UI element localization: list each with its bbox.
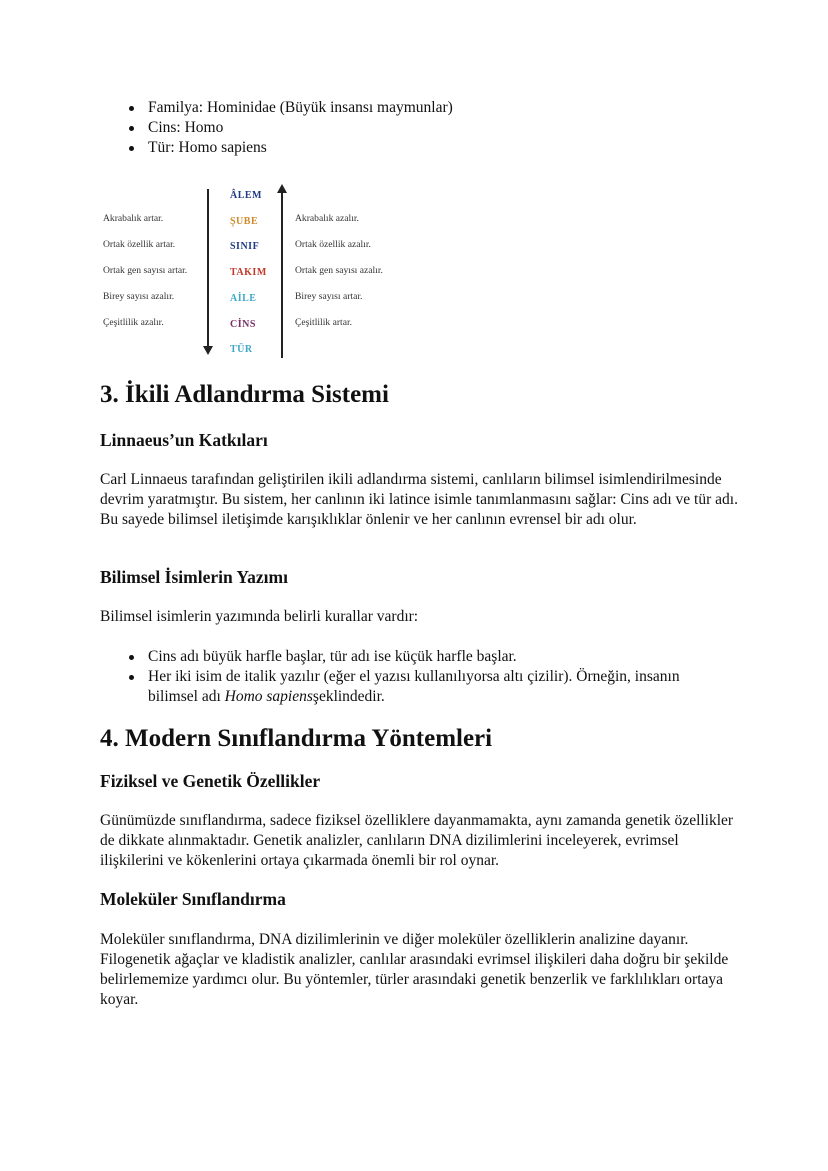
homo-sapiens-italic: Homo sapiens [224,688,313,705]
rank-cins: CİNS [230,319,256,330]
linnaeus-paragraph: Carl Linnaeus tarafından geliştirilen ikili adlandırma sistemi, canlıların bilimsel isimlendirilmesinde devrim yaratmıştır. Bu sistem, her canlının iki latince isimle tanımlanmasını sağlar: Cins adı ve tür adı. Bu sayede bilimsel iletişimde karışıklıklar önlenir ve her canlının evrensel bir adı olur. [100,471,738,528]
physical-genetic-subheading: Fiziksel ve Genetik Özellikler [100,771,321,791]
right-label: Ortak özellik azalır. [295,239,371,250]
right-label: Akrabalık azalır. [295,213,359,224]
right-label: Çeşitlilik artar. [295,317,353,328]
right-label: Ortak gen sayısı azalır. [295,265,383,276]
rule-text: Her iki isim de italik yazılır (eğer el yazısı kullanılıyorsa altı çizilir). Örneğin, insanın bilimsel adı [148,668,680,705]
physical-genetic-paragraph: Günümüzde sınıflandırma, sadece fiziksel özelliklere dayanmamakta, aynı zamanda genetik özellikler de dikkate alınmaktadır. Genetik analizler, canlıların DNA dizilimlerini inceleyerek, evrimsel ilişkilerini ve kökenlerini ortaya çıkarmada önemli bir rol oynar. [100,812,734,869]
left-label: Akrabalık artar. [103,213,164,224]
linnaeus-subheading: Linnaeus’un Katkıları [100,430,268,450]
right-label: Birey sayısı artar. [295,291,363,302]
rank-tur: TÜR [230,344,253,355]
rank-aile: AİLE [230,293,257,304]
rank-alem: ÂLEM [230,190,262,201]
section-3-title: 3. İkili Adlandırma Sistemi [100,381,389,408]
rank-sinif: SINIF [230,241,260,252]
left-label: Çeşitlilik azalır. [103,317,164,328]
list-item: Familya: Hominidae (Büyük insansı maymunlar) [124,98,453,118]
naming-rules-list [124,647,724,707]
list-item: Cins adı büyük harfle başlar, tür adı ise küçük harfle başlar. [124,647,724,667]
list-item: Cins: Homo [124,118,453,138]
list-item: Tür: Homo sapiens [124,138,453,158]
scientific-names-subheading: Bilimsel İsimlerin Yazımı [100,567,288,587]
list-item [124,667,724,707]
left-label: Ortak gen sayısı artar. [103,265,188,276]
section-4-title: 4. Modern Sınıflandırma Yöntemleri [100,725,493,752]
molecular-paragraph: Moleküler sınıflandırma, DNA dizilimlerinin ve diğer moleküler özelliklerin analizine dayanır. Filogenetik ağaçlar ve kladistik analizler, canlılar arasındaki evrimsel ilişkileri daha doğru bir şekilde belirlememize yardımcı olur. Bu yöntemler, türler arasındaki genetik benzerlik ve farklılıkları ortaya koyar. [100,931,729,1008]
left-label: Ortak özellik artar. [103,239,176,250]
rank-sube: ŞUBE [230,216,259,227]
scientific-names-intro: Bilimsel isimlerin yazımında belirli kurallar vardır: [100,608,419,625]
rule-text-end: şeklindedir. [312,688,385,705]
up-arrow [281,193,283,358]
down-arrow [207,189,209,347]
rank-takim: TAKIM [230,267,267,278]
left-label: Birey sayısı azalır. [103,291,175,302]
molecular-subheading: Moleküler Sınıflandırma [100,889,286,909]
classification-list [124,98,453,158]
taxonomy-hierarchy-diagram [100,183,420,363]
